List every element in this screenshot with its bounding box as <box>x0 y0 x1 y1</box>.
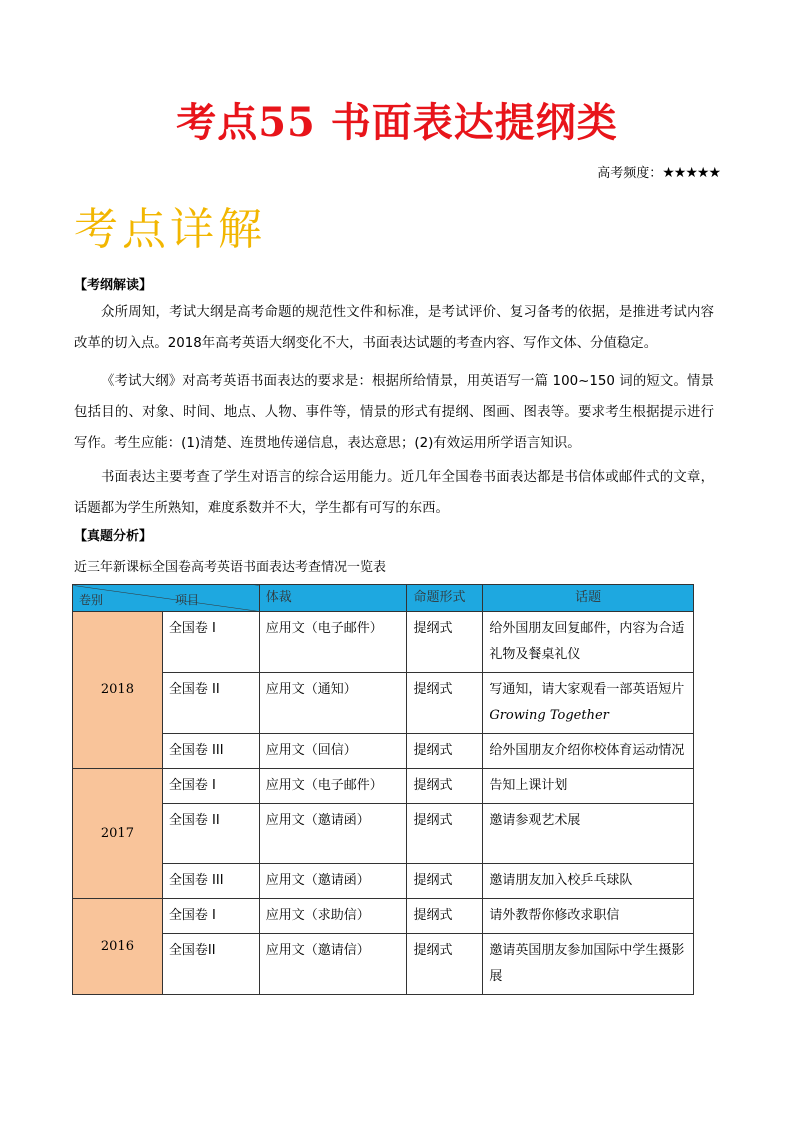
paper-cell: 全国卷 I <box>162 769 259 804</box>
form-cell: 提纲式 <box>407 612 483 673</box>
paper-cell: 全国卷 I <box>162 899 259 934</box>
topic-cell: 告知上课计划 <box>483 769 694 804</box>
topic-cell: 请外教帮你修改求职信 <box>483 899 694 934</box>
genre-cell: 应用文（电子邮件） <box>259 612 407 673</box>
header-genre: 体裁 <box>259 585 407 612</box>
table-header-row <box>73 585 694 612</box>
topic-cell: 邀请朋友加入校乒乓球队 <box>483 864 694 899</box>
genre-cell: 应用文（邀请函） <box>259 804 407 864</box>
header-topic: 话题 <box>483 585 694 612</box>
table-caption: 近三年新课标全国卷高考英语书面表达考查情况一览表 <box>74 560 387 575</box>
year-cell: 2018 <box>73 612 163 769</box>
paper-cell: 全国卷 III <box>162 864 259 899</box>
table-row <box>73 734 694 769</box>
paper-cell: 全国卷 III <box>162 734 259 769</box>
paragraph-1: 众所周知，考试大纲是高考命题的规范性文件和标准，是考试评价、复习备考的依据，是推进考试内容改革的切入点。2018年高考英语大纲变化不大，书面表达试题的考查内容、写作文体、分值稳定。 <box>74 305 714 351</box>
form-cell: 提纲式 <box>407 734 483 769</box>
film-title: Growing Together <box>489 708 609 723</box>
page-title: 考点55 书面表达提纲类 <box>176 99 618 146</box>
table-row <box>73 769 694 804</box>
paper-cell: 全国卷 II <box>162 804 259 864</box>
table-row <box>73 612 694 673</box>
header-form: 命题形式 <box>407 585 483 612</box>
topic-text: 写通知，请大家观看一部英语短片 <box>489 682 685 697</box>
paper-cell: 全国卷II <box>162 934 259 995</box>
topic-cell: 给外国朋友回复邮件，内容为合适礼物及餐桌礼仪 <box>483 612 694 673</box>
form-cell: 提纲式 <box>407 804 483 864</box>
year-cell: 2016 <box>73 899 163 995</box>
genre-cell: 应用文（邀请信） <box>259 934 407 995</box>
section-banner: 考点详解 <box>74 204 266 255</box>
paragraph-2: 《考试大纲》对高考英语书面表达的要求是：根据所给情景，用英语写一篇 100~150 词的短文。情景包括目的、对象、时间、地点、人物、事件等，情景的形式有提纲、图画、图表等。要求考生根据提示进行写作。考生应能：(1)清楚、连贯地传递信息，表达意思；(2)有效运用所学语言知识。 <box>74 374 714 451</box>
analysis-heading: 【真题分析】 <box>74 529 153 544</box>
topic-cell: 邀请参观艺术展 <box>483 804 694 864</box>
year-cell: 2017 <box>73 769 163 899</box>
topic-cell: 邀请英国朋友参加国际中学生摄影展 <box>483 934 694 995</box>
form-cell: 提纲式 <box>407 769 483 804</box>
table-row <box>73 673 694 734</box>
genre-cell: 应用文（回信） <box>259 734 407 769</box>
paper-cell: 全国卷 I <box>162 612 259 673</box>
table-row <box>73 899 694 934</box>
header-xiangmu: 项目 <box>175 593 200 607</box>
genre-cell: 应用文（邀请函） <box>259 864 407 899</box>
table-row <box>73 804 694 864</box>
outline-heading: 【考纲解读】 <box>74 278 153 293</box>
paper-cell: 全国卷 II <box>162 673 259 734</box>
form-cell: 提纲式 <box>407 864 483 899</box>
frequency-rating <box>597 164 720 183</box>
topic-cell: 给外国朋友介绍你校体育运动情况 <box>483 734 694 769</box>
header-diagonal-cell <box>73 585 260 612</box>
paragraph-3: 书面表达主要考查了学生对语言的综合运用能力。近几年全国卷书面表达都是书信体或邮件式的文章，话题都为学生所熟知，难度系数并不大，学生都有可写的东西。 <box>74 470 714 516</box>
star-rating-icon: ★★★★★ <box>662 165 720 181</box>
header-juanbie: 卷别 <box>79 593 104 607</box>
genre-cell: 应用文（求助信） <box>259 899 407 934</box>
form-cell: 提纲式 <box>407 899 483 934</box>
topic-cell <box>483 673 694 734</box>
form-cell: 提纲式 <box>407 673 483 734</box>
exam-table <box>72 584 694 995</box>
table-row <box>73 864 694 899</box>
form-cell: 提纲式 <box>407 934 483 995</box>
genre-cell: 应用文（电子邮件） <box>259 769 407 804</box>
frequency-label: 高考频度： <box>597 166 663 181</box>
genre-cell: 应用文（通知） <box>259 673 407 734</box>
table-row <box>73 934 694 995</box>
